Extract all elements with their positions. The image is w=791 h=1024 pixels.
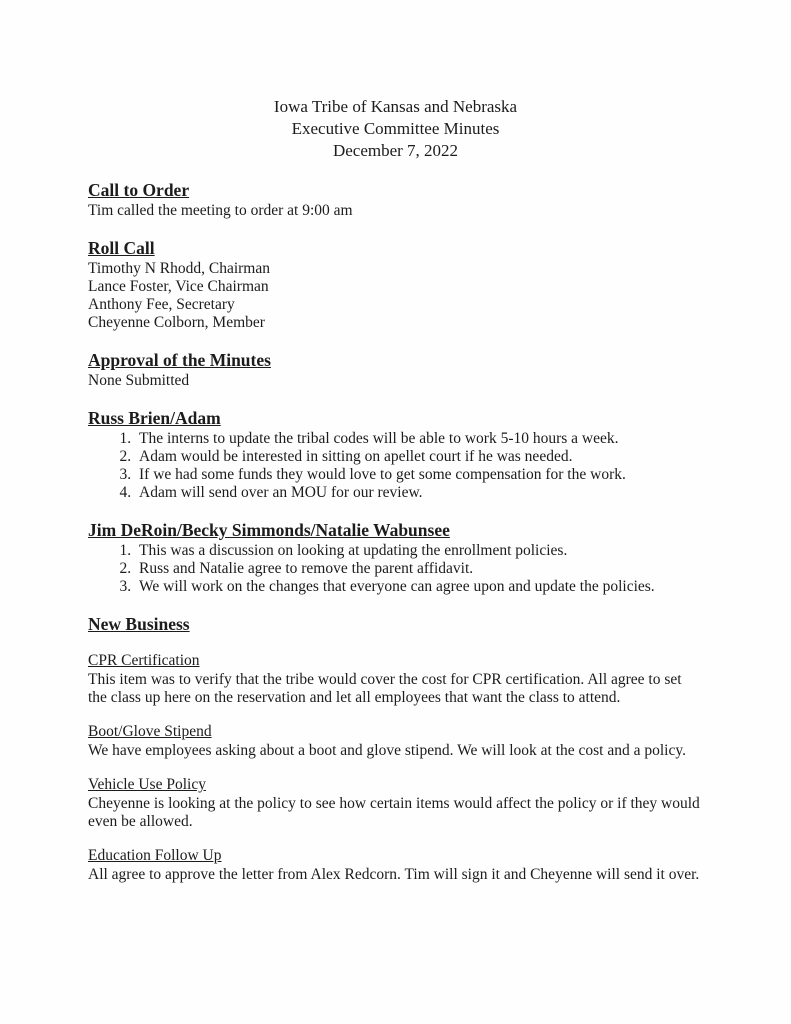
russ-brien-adam-list	[88, 430, 703, 502]
roll-call-member: Timothy N Rhodd, Chairman	[88, 260, 270, 277]
list-item: 1. The interns to update the tribal codes will be able to work 5-10 hours a week.	[135, 430, 703, 448]
paragraph-vehicle-use-policy: Cheyenne is looking at the policy to see how certain items would affect the policy or if they would even be allowed.	[88, 795, 700, 830]
subsection-heading-education-follow-up: Education Follow Up	[88, 847, 222, 864]
list-item: 1. This was a discussion on looking at updating the enrollment policies.	[135, 542, 703, 560]
list-item: 3. We will work on the changes that everyone can agree upon and update the policies.	[135, 578, 703, 596]
list-item: 3. If we had some funds they would love to get some compensation for the work.	[135, 466, 703, 484]
document-title-line-2: Executive Committee Minutes	[291, 119, 500, 138]
roll-call-member: Lance Foster, Vice Chairman	[88, 278, 269, 295]
section-heading-approval-of-minutes: Approval of the Minutes	[88, 350, 271, 370]
paragraph-call-to-order: Tim called the meeting to order at 9:00 am	[88, 202, 353, 219]
paragraph-cpr-certification: This item was to verify that the tribe would cover the cost for CPR certification. All agree to set the class up here on the reservation and let all employees that want the class to attend.	[88, 671, 682, 706]
jim-deroin-list	[88, 542, 703, 596]
subsection-heading-cpr-certification: CPR Certification	[88, 652, 200, 669]
section-heading-call-to-order: Call to Order	[88, 180, 190, 200]
section-heading-russ-brien-adam: Russ Brien/Adam	[88, 408, 221, 428]
paragraph-education-follow-up: All agree to approve the letter from Alex Redcorn. Tim will sign it and Cheyenne will send it over.	[88, 866, 700, 883]
list-item: 4. Adam will send over an MOU for our review.	[135, 484, 703, 502]
section-heading-roll-call: Roll Call	[88, 238, 155, 258]
document-title-line-1: Iowa Tribe of Kansas and Nebraska	[273, 97, 518, 116]
list-item: 2. Russ and Natalie agree to remove the parent affidavit.	[135, 560, 703, 578]
roll-call-member: Cheyenne Colborn, Member	[88, 314, 265, 331]
paragraph-boot-glove-stipend: We have employees asking about a boot and glove stipend. We will look at the cost and a policy.	[88, 742, 686, 759]
section-heading-jim-deroin-becky-simmonds-natalie-wabunsee: Jim DeRoin/Becky Simmonds/Natalie Wabunsee	[88, 520, 450, 540]
roll-call-member: Anthony Fee, Secretary	[88, 296, 235, 313]
section-heading-new-business: New Business	[88, 614, 190, 634]
subsection-heading-vehicle-use-policy: Vehicle Use Policy	[88, 776, 206, 793]
paragraph-approval-of-minutes: None Submitted	[88, 372, 190, 389]
document-title-block	[88, 96, 703, 162]
document-title-line-3: December 7, 2022	[332, 141, 459, 160]
subsection-heading-boot-glove-stipend: Boot/Glove Stipend	[88, 723, 212, 740]
list-item: 2. Adam would be interested in sitting on apellet court if he was needed.	[135, 448, 703, 466]
